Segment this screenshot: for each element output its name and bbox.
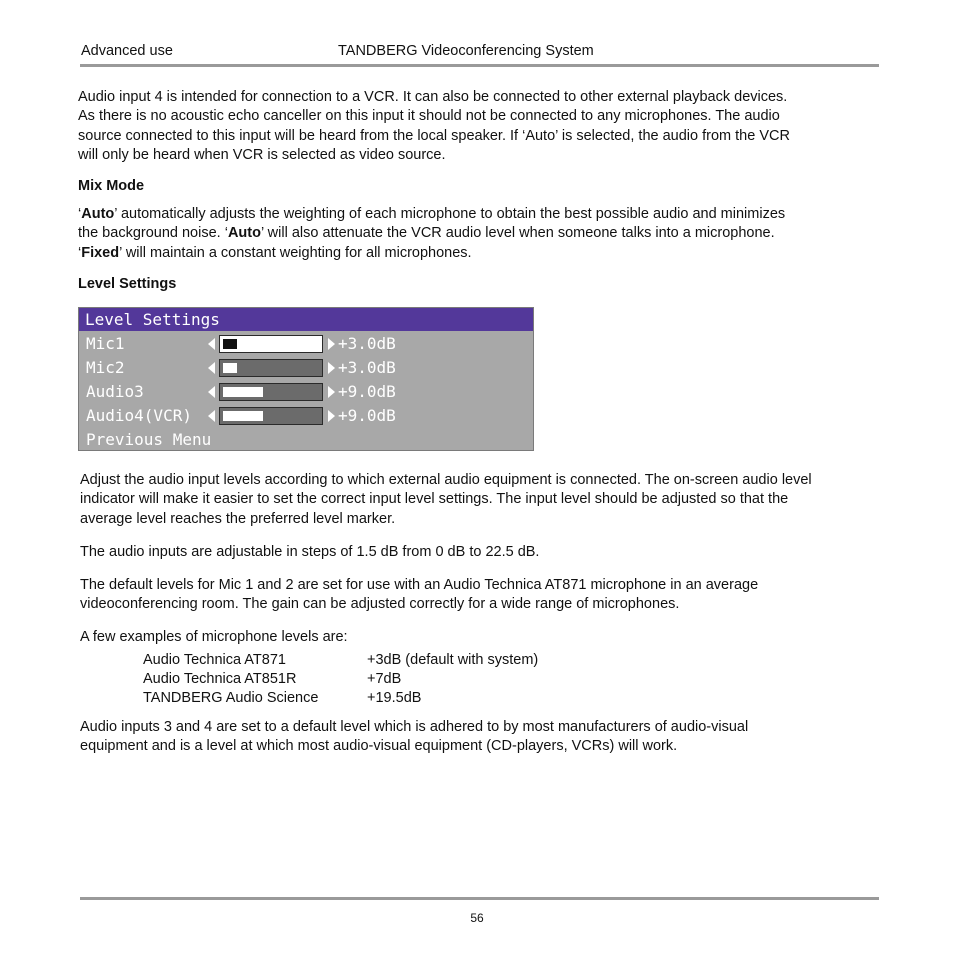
mic-level: +7dB	[367, 671, 402, 687]
level-settings-heading: Level Settings	[78, 276, 177, 292]
arrow-right-icon[interactable]	[328, 386, 335, 398]
defaults-line: videoconferencing room. The gain can be adjusted correctly for a wide range of microphones.	[80, 596, 680, 613]
mix-mode-line	[78, 224, 878, 243]
closing-line: equipment and is a level at which most audio-visual equipment (CD-players, VCRs) will work.	[80, 738, 678, 755]
menu-row-value: +9.0dB	[338, 382, 396, 401]
arrow-left-icon[interactable]	[208, 386, 215, 398]
closing-paragraph	[80, 718, 880, 757]
defaults-paragraph	[80, 576, 880, 615]
table-row	[143, 690, 538, 709]
intro-line: Audio input 4 is intended for connection to a VCR. It can also be connected to other external playback devices.	[78, 89, 788, 105]
mic-level: +3dB (default with system)	[367, 652, 539, 668]
arrow-left-icon[interactable]	[208, 410, 215, 422]
mic-name: TANDBERG Audio Science	[143, 690, 319, 706]
mic-name: Audio Technica AT871	[143, 652, 286, 668]
menu-row-value: +3.0dB	[338, 334, 396, 353]
level-bar	[219, 407, 323, 425]
menu-row-mic2[interactable]	[79, 356, 533, 380]
menu-row-label: Mic2	[86, 358, 125, 377]
arrow-left-icon[interactable]	[208, 362, 215, 374]
menu-title: Level Settings	[79, 308, 533, 331]
menu-row-audio4-vcr[interactable]	[79, 404, 533, 428]
examples-table	[143, 652, 538, 709]
menu-row-label: Audio4(VCR)	[86, 406, 192, 425]
level-fill	[223, 339, 237, 349]
defaults-line: The default levels for Mic 1 and 2 are set for use with an Audio Technica AT871 microphone in an average	[80, 577, 759, 593]
text-span: ‘	[78, 244, 82, 261]
auto-term: Auto	[227, 225, 261, 242]
steps-paragraph: The audio inputs are adjustable in steps of 1.5 dB from 0 dB to 22.5 dB.	[80, 544, 540, 560]
level-settings-menu	[78, 307, 534, 451]
page-number: 56	[470, 911, 484, 925]
arrow-right-icon[interactable]	[328, 410, 335, 422]
footer-rule	[80, 897, 879, 900]
level-bar	[219, 383, 323, 401]
text-span: ’ will also attenuate the VCR audio level when someone talks into a microphone.	[260, 225, 775, 242]
mic-name: Audio Technica AT851R	[143, 671, 297, 687]
text-span: ‘	[78, 206, 82, 222]
menu-row-value: +3.0dB	[338, 358, 396, 377]
text-span: the background noise. ‘	[78, 225, 228, 242]
adjust-line: Adjust the audio input levels according to which external audio equipment is connected. The on-screen audio level	[80, 472, 812, 488]
table-row	[143, 671, 538, 690]
level-bar	[219, 359, 323, 377]
text-span: ’ will maintain a constant weighting for all microphones.	[119, 244, 472, 261]
closing-line: Audio inputs 3 and 4 are set to a default level which is adhered to by most manufacturers of audio-visual	[80, 719, 749, 735]
text-span: ’ automatically adjusts the weighting of each microphone to obtain the best possible audio and minimizes	[114, 206, 786, 222]
menu-row-label: Audio3	[86, 382, 144, 401]
arrow-right-icon[interactable]	[328, 338, 335, 350]
fixed-term: Fixed	[81, 244, 120, 261]
menu-row-label: Mic1	[86, 334, 125, 353]
menu-previous-menu[interactable]	[79, 428, 533, 452]
arrow-left-icon[interactable]	[208, 338, 215, 350]
mix-mode-paragraph	[78, 205, 878, 263]
adjust-line: average level reaches the preferred level marker.	[80, 510, 396, 527]
intro-line: will only be heard when VCR is selected as video source.	[78, 146, 446, 163]
level-fill	[223, 411, 263, 421]
header-section: Advanced use	[81, 43, 173, 59]
auto-term: Auto	[81, 206, 115, 222]
level-bar	[219, 335, 323, 353]
mix-mode-line	[78, 205, 878, 224]
previous-menu-label: Previous Menu	[86, 430, 212, 449]
intro-paragraph	[78, 88, 878, 165]
header-rule	[80, 64, 879, 67]
intro-line: source connected to this input will be heard from the local speaker. If ‘Auto’ is selected, the audio from the VCR	[78, 127, 790, 144]
mix-mode-line	[78, 244, 878, 263]
adjust-line: indicator will make it easier to set the correct input level settings. The input level should be adjusted so that the	[80, 491, 789, 508]
level-fill	[223, 363, 237, 373]
arrow-right-icon[interactable]	[328, 362, 335, 374]
mix-mode-heading: Mix Mode	[78, 178, 145, 194]
table-row	[143, 652, 538, 671]
menu-row-audio3[interactable]	[79, 380, 533, 404]
header-title: TANDBERG Videoconferencing System	[338, 43, 594, 59]
menu-row-value: +9.0dB	[338, 406, 396, 425]
adjust-paragraph	[80, 471, 880, 529]
examples-intro: A few examples of microphone levels are:	[80, 629, 348, 645]
level-fill	[223, 387, 263, 397]
intro-line: As there is no acoustic echo canceller on this input it should not be connected to any microphones. The audio	[78, 108, 780, 125]
mic-level: +19.5dB	[367, 690, 422, 706]
menu-row-mic1[interactable]	[79, 332, 533, 356]
